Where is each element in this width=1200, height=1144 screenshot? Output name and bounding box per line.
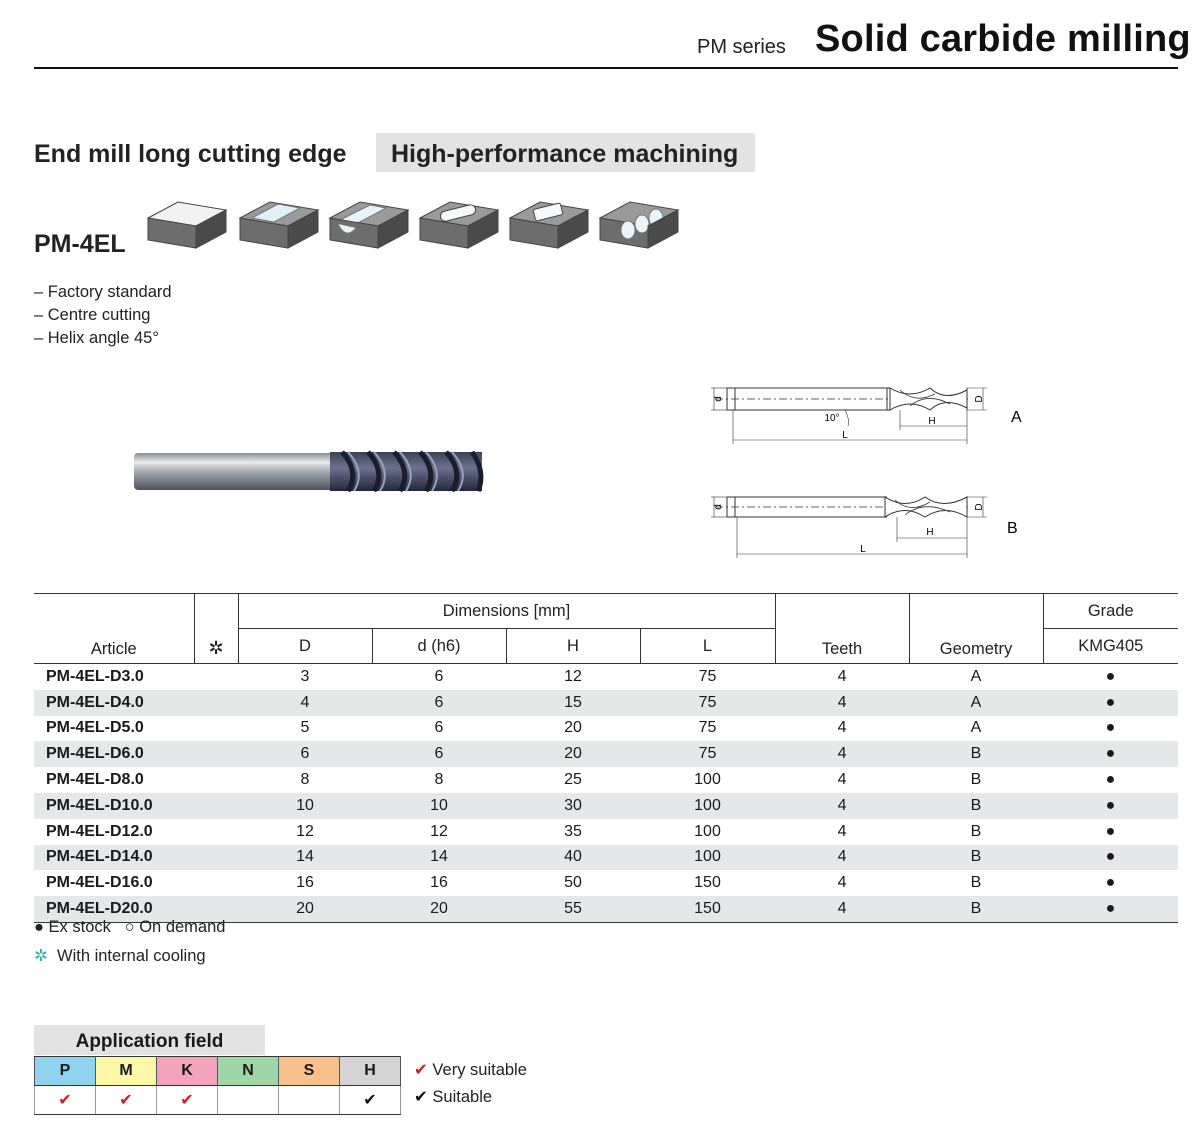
col-header-dimensions: Dimensions [mm] [238, 594, 775, 629]
cell-L: 150 [694, 874, 721, 892]
geometry-b-label: B [1007, 520, 1018, 537]
cell-L: 75 [640, 741, 775, 767]
cell-geometry: B [909, 793, 1043, 819]
cell-cooling [194, 690, 238, 716]
cell-L: 100 [640, 845, 775, 871]
col-header-geometry: Geometry [909, 594, 1043, 664]
cell-teeth: 4 [837, 822, 847, 840]
cell-d: 6 [434, 719, 444, 737]
cell-L: 75 [640, 690, 775, 716]
cell-H: 25 [564, 771, 582, 789]
drawing-label-L: L [842, 430, 848, 441]
end-mill-photo [130, 448, 490, 496]
cell-D: 4 [238, 690, 372, 716]
cell-stock: ● [1043, 690, 1178, 716]
cell-d: 6 [372, 690, 506, 716]
plunge-milling-icon [508, 190, 590, 250]
cell-H: 12 [564, 667, 582, 685]
red-check-icon: ✔ [414, 1061, 428, 1079]
cell-D: 14 [238, 845, 372, 871]
cell-H: 30 [506, 793, 640, 819]
feature-item: – Factory standard [34, 283, 172, 301]
cell-D: 10 [238, 793, 372, 819]
cell-geometry: B [909, 741, 1043, 767]
col-header-H: H [506, 629, 640, 664]
cell-geometry: B [909, 845, 1043, 871]
cell-article: PM-4EL-D20.0 [34, 896, 194, 922]
cell-cooling [194, 664, 238, 690]
cell-L: 100 [694, 822, 721, 840]
material-class-m: M [96, 1057, 157, 1086]
cell-teeth: 4 [837, 874, 847, 892]
col-header-L: L [640, 629, 775, 664]
suitability-check: ✔ [35, 1086, 96, 1115]
pocket-milling-icon [418, 190, 500, 250]
drawing-label-H: H [928, 416, 936, 427]
cell-geometry: B [970, 874, 982, 892]
cell-geometry: A [909, 690, 1043, 716]
cell-D: 20 [238, 896, 372, 922]
black-check-icon: ✔ [414, 1088, 428, 1106]
cell-article: PM-4EL-D3.0 [46, 667, 144, 685]
series-label: PM series [697, 36, 786, 58]
table-row [34, 664, 1178, 690]
col-header-grade: Grade [1043, 594, 1178, 629]
col-header-grade-name: KMG405 [1043, 629, 1178, 664]
cell-article: PM-4EL-D4.0 [34, 690, 194, 716]
cell-stock: ● [1105, 874, 1116, 892]
slot-milling-icon [328, 190, 410, 250]
cell-H: 35 [564, 822, 582, 840]
suitability-check [279, 1086, 340, 1115]
stock-legend [34, 918, 225, 937]
cell-stock: ● [1043, 741, 1178, 767]
cell-d: 16 [430, 874, 448, 892]
technical-drawing [705, 380, 1035, 560]
cell-geometry: B [909, 896, 1043, 922]
cell-stock: ● [1043, 793, 1178, 819]
table-row [34, 767, 1178, 793]
cell-cooling [194, 767, 238, 793]
cell-article: PM-4EL-D8.0 [46, 771, 144, 789]
application-field-table [34, 1056, 401, 1115]
suitability-check [218, 1086, 279, 1115]
cell-L: 100 [694, 771, 721, 789]
section-subtitle: End mill long cutting edge [34, 140, 347, 168]
cell-H: 20 [506, 741, 640, 767]
cooling-legend-icon: ✲ [34, 947, 48, 965]
suitable-legend [414, 1087, 492, 1107]
cell-d: 6 [434, 667, 444, 685]
header-divider [34, 67, 1178, 69]
cell-d: 14 [372, 845, 506, 871]
table-row [34, 819, 1178, 845]
cell-d: 10 [372, 793, 506, 819]
cell-teeth: 4 [775, 741, 909, 767]
cell-L: 100 [640, 793, 775, 819]
table-row [34, 845, 1178, 871]
table-row [34, 690, 1178, 716]
very-suitable-legend [414, 1060, 527, 1080]
geometry-a-drawing [711, 388, 987, 444]
cell-D: 16 [296, 874, 314, 892]
cell-D: 12 [296, 822, 314, 840]
col-header-teeth: Teeth [775, 594, 909, 664]
cell-geometry: B [970, 771, 982, 789]
suitable-text: Suitable [432, 1088, 493, 1106]
cell-stock: ● [1105, 667, 1116, 685]
cell-article: PM-4EL-D12.0 [46, 822, 153, 840]
product-code: PM-4EL [34, 230, 126, 258]
cell-stock: ● [1043, 896, 1178, 922]
cell-stock: ● [1105, 771, 1116, 789]
cell-cooling [194, 845, 238, 871]
cell-stock: ● [1043, 845, 1178, 871]
cell-H: 40 [506, 845, 640, 871]
drawing-label-L: L [860, 544, 866, 555]
cell-D: 5 [300, 719, 310, 737]
cell-d: 12 [430, 822, 448, 840]
material-class-k: K [157, 1057, 218, 1086]
cell-cooling [194, 716, 238, 742]
cell-D: 8 [300, 771, 310, 789]
cell-H: 50 [564, 874, 582, 892]
spec-table [34, 593, 1178, 923]
cell-teeth: 4 [775, 793, 909, 819]
material-class-s: S [279, 1057, 340, 1086]
col-header-article: Article [34, 594, 194, 664]
cell-teeth: 4 [775, 690, 909, 716]
drawing-label-D: D [974, 395, 985, 403]
drawing-label-d: d [713, 504, 724, 510]
drawing-label-angle: 10° [824, 413, 840, 424]
suitability-check: ✔ [157, 1086, 218, 1115]
cell-teeth: 4 [837, 667, 847, 685]
cell-H: 20 [564, 719, 582, 737]
very-suitable-text: Very suitable [432, 1061, 527, 1079]
cell-cooling [194, 819, 238, 845]
table-row [34, 793, 1178, 819]
cell-teeth: 4 [775, 845, 909, 871]
shoulder-milling-icon [238, 190, 320, 250]
ex-stock-legend: ● Ex stock [34, 918, 111, 936]
cell-teeth: 4 [837, 771, 847, 789]
drawing-label-d: d [713, 396, 724, 402]
table-row [34, 716, 1178, 742]
cooling-legend [34, 946, 206, 966]
cooling-icon: ✲ [194, 594, 238, 664]
table-row [34, 870, 1178, 896]
feature-item: – Centre cutting [34, 306, 151, 324]
on-demand-legend: ○ On demand [124, 918, 226, 936]
cell-d: 8 [434, 771, 444, 789]
col-header-d: d (h6) [372, 629, 506, 664]
table-row [34, 741, 1178, 767]
cell-stock: ● [1105, 719, 1116, 737]
cell-D: 3 [300, 667, 310, 685]
cell-H: 15 [506, 690, 640, 716]
cell-article: PM-4EL-D16.0 [46, 874, 153, 892]
material-class-h: H [340, 1057, 401, 1086]
cell-teeth: 4 [775, 896, 909, 922]
suitability-check: ✔ [340, 1086, 401, 1115]
material-class-p: P [35, 1057, 96, 1086]
cell-cooling [194, 870, 238, 896]
cell-L: 150 [640, 896, 775, 922]
cell-H: 55 [506, 896, 640, 922]
cell-d: 20 [372, 896, 506, 922]
feature-item: – Helix angle 45° [34, 329, 159, 347]
material-class-n: N [218, 1057, 279, 1086]
cell-d: 6 [372, 741, 506, 767]
drawing-label-D: D [974, 503, 985, 511]
cooling-legend-text: With internal cooling [57, 947, 206, 965]
cell-geometry: B [970, 822, 982, 840]
cell-cooling [194, 741, 238, 767]
col-header-D: D [238, 629, 372, 664]
cell-stock: ● [1105, 822, 1116, 840]
cell-article: PM-4EL-D6.0 [34, 741, 194, 767]
cell-article: PM-4EL-D14.0 [34, 845, 194, 871]
cell-geometry: A [970, 719, 982, 737]
application-field-title: Application field [34, 1025, 265, 1055]
cell-cooling [194, 793, 238, 819]
page-title: Solid carbide milling [815, 18, 1191, 60]
cell-teeth: 4 [837, 719, 847, 737]
cell-L: 75 [698, 667, 717, 685]
cell-geometry: A [970, 667, 982, 685]
cell-article: PM-4EL-D5.0 [46, 719, 144, 737]
performance-label: High-performance machining [391, 140, 739, 168]
cell-D: 6 [238, 741, 372, 767]
geometry-b-drawing [711, 497, 987, 558]
cell-article: PM-4EL-D10.0 [34, 793, 194, 819]
drawing-label-H: H [926, 527, 934, 538]
suitability-check: ✔ [96, 1086, 157, 1115]
drill-milling-icon [598, 190, 680, 250]
face-milling-icon [146, 190, 228, 250]
cell-L: 75 [698, 719, 717, 737]
geometry-a-label: A [1011, 409, 1022, 426]
